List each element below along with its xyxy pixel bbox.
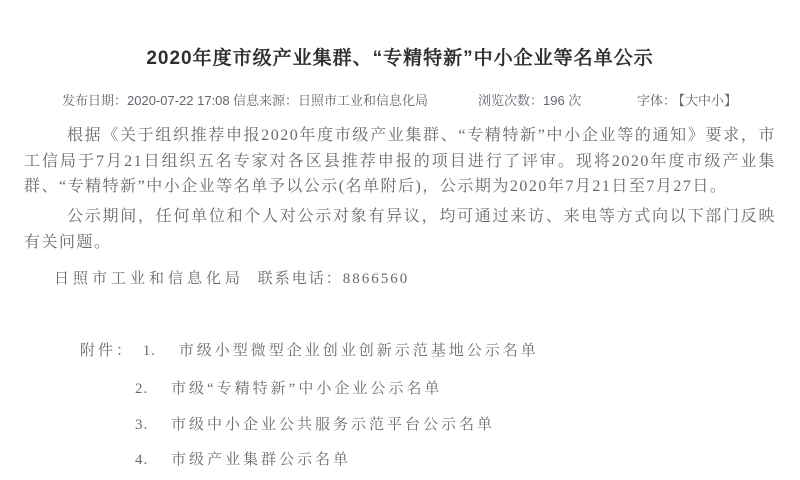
attachment-title: 市级产业集群公示名单: [171, 452, 352, 468]
attachments-label: 附件：: [80, 343, 135, 359]
attachment-row: [80, 339, 539, 360]
font-size-label: 字体：: [637, 93, 677, 108]
contact-line: [54, 267, 409, 288]
info-source: 信息来源：日照市工业和信息化局: [233, 93, 429, 108]
publish-date: 发布日期：2020-07-22 17:08: [62, 93, 230, 108]
body-paragraph-1: 根据《关于组织推荐申报2020年度市级产业集群、“专精特新”中小企业等的通知》要求，市工信局于7月21日组织五名专家对各区县推荐申报的项目进行了评审。现将2020年度市级产业集群、“专精特新”中小企业等名单予以公示(名单附后)，公示期为2020年7月21日至7月27日。: [24, 127, 776, 195]
attachment-title: 市级小型微型企业创业创新示范基地公示名单: [178, 343, 539, 359]
attachment-number: 2.: [135, 381, 149, 397]
attachment-number: 3.: [135, 417, 149, 433]
page-title: 2020年度市级产业集群、“专精特新”中小企业等名单公示: [146, 47, 654, 69]
font-size-control[interactable]: 【大中小】: [672, 93, 738, 108]
meta-bar: [0, 90, 800, 108]
attachment-row: [135, 413, 495, 434]
view-count: 浏览次数：196 次: [478, 93, 582, 108]
attachment-row: [135, 377, 442, 398]
attachment-title: 市级“专精特新”中小企业公示名单: [171, 381, 443, 397]
contact-phone: 联系电话：8866560: [257, 271, 410, 287]
body-paragraph-2: 公示期间，任何单位和个人对公示对象有异议，均可通过来访、来电等方式向以下部门反映有关问题。: [24, 208, 776, 251]
attachment-number: 1.: [142, 343, 157, 359]
attachment-title: 市级中小企业公共服务示范平台公示名单: [171, 417, 496, 433]
attachment-number: 4.: [135, 452, 149, 468]
contact-department: 日照市工业和信息化局: [54, 271, 245, 287]
attachment-row: [135, 448, 351, 469]
